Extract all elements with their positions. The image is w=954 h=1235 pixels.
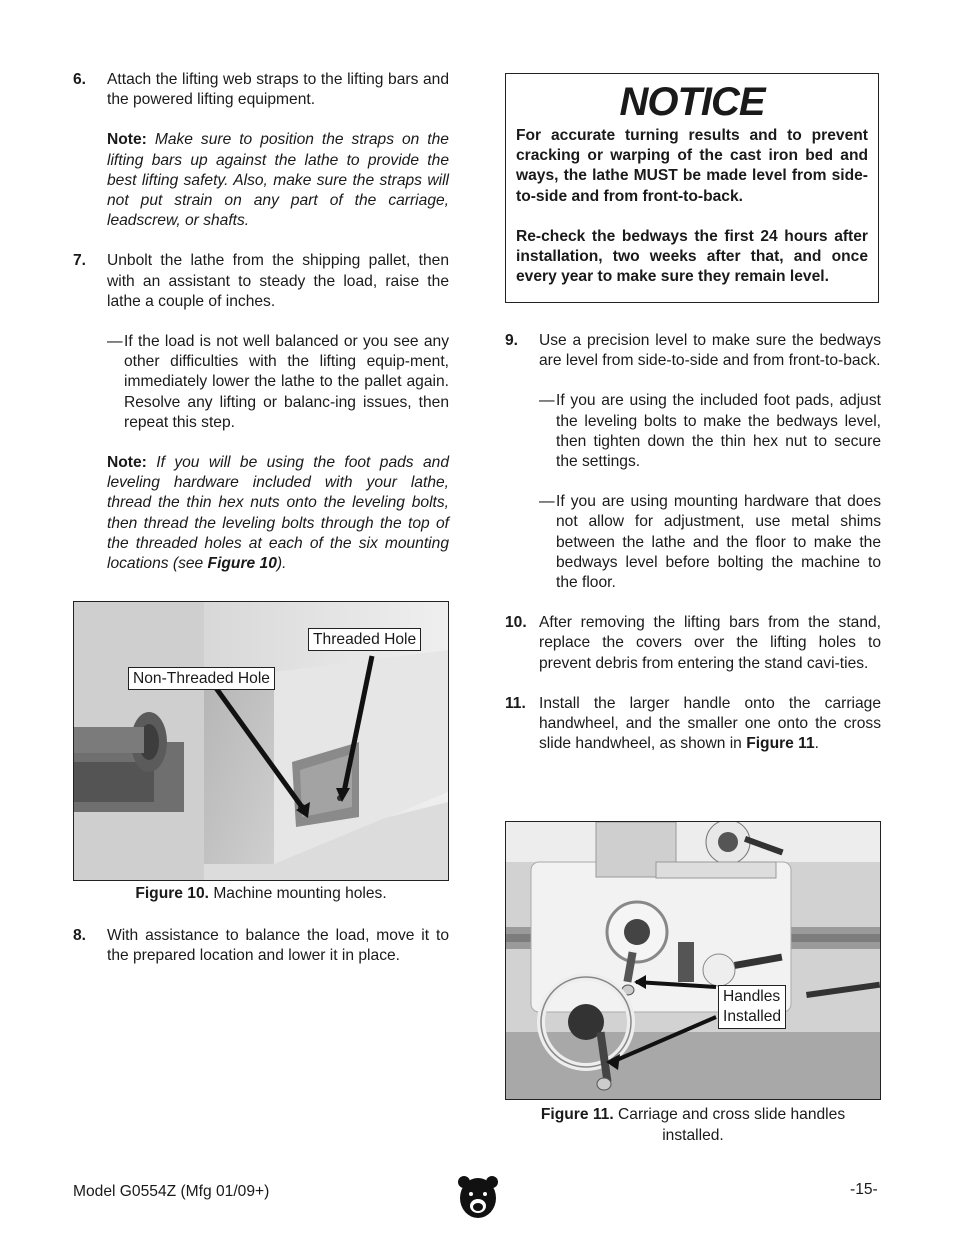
step-10 bbox=[505, 613, 881, 674]
step-text: Install the larger handle onto the carriage handwheel, and the smaller one onto the cross slide handwheel, as shown in bbox=[539, 694, 881, 753]
step-text: After removing the lifting bars from the stand, replace the covers over the lifting holes to prevent debris from entering the stand cavi-ties. bbox=[539, 614, 881, 672]
footer-model: Model G0554Z (Mfg 01/09+) bbox=[73, 1183, 270, 1200]
step-number: 8. bbox=[73, 927, 87, 944]
figure-11-photo bbox=[505, 821, 881, 1100]
page-number: -15- bbox=[850, 1181, 878, 1198]
step-11 bbox=[505, 694, 881, 755]
bear-logo-icon bbox=[458, 1174, 498, 1226]
note-label: Note: bbox=[107, 131, 147, 149]
dash-text: If the load is not well balanced or you see any other difficulties with the lifting equip-ment, immediately lower the lathe to the pallet again. Resolve any lifting or balanc-ing issues, then repeat this step. bbox=[124, 333, 449, 431]
note-text-end: ). bbox=[276, 555, 287, 573]
callout-non-threaded-hole: Non-Threaded Hole bbox=[128, 667, 275, 690]
step-text: Unbolt the lathe from the shipping pallet, then with an assistant to steady the load, raise the lathe a couple of inches. bbox=[107, 252, 449, 310]
caption-text-line-2: installed. bbox=[662, 1127, 724, 1144]
step-text: Use a precision level to make sure the bedways are level from side-to-side and from front-to-back. bbox=[539, 332, 881, 370]
step-number: 9. bbox=[505, 332, 519, 349]
left-column-bottom bbox=[73, 926, 449, 966]
note-text: If you will be using the foot pads and leveling hardware included with your lathe, thread the thin hex nuts onto the leveling bolts, then thread the leveling bolts through the top of the threaded holes at each of the six mounting locations (see bbox=[107, 454, 450, 573]
note-1 bbox=[73, 130, 449, 231]
step-number: 10. bbox=[505, 614, 527, 632]
callout-threaded-hole: Threaded Hole bbox=[308, 628, 421, 651]
step-6 bbox=[73, 70, 449, 110]
note-2 bbox=[73, 453, 449, 574]
notice-paragraph-1: For accurate turning results and to prevent cracking or warping of the cast iron bed and ways, the lathe MUST be made level from side-to-side and from front-to-back. bbox=[516, 127, 868, 205]
caption-label: Figure 10. bbox=[135, 885, 209, 902]
lathe-carriage-illustration bbox=[506, 822, 880, 1099]
step-text-end: . bbox=[814, 735, 819, 753]
step-7 bbox=[73, 251, 449, 312]
dash-text: If you are using the included foot pads, adjust the leveling bolts to make the bedways level, then tighten down the thin hex nut to secure the settings. bbox=[556, 392, 881, 471]
left-column bbox=[73, 70, 449, 574]
step-text: With assistance to balance the load, move it to the prepared location and lower it in place. bbox=[107, 927, 449, 965]
notice-title: NOTICE bbox=[619, 80, 765, 124]
step-text: Attach the lifting web straps to the lifting bars and the powered lifting equipment. bbox=[107, 71, 449, 109]
callout-line-2: Installed bbox=[723, 1008, 782, 1025]
figure-ref: Figure 11 bbox=[746, 735, 815, 753]
dash: — bbox=[539, 493, 555, 511]
step-number: 6. bbox=[73, 71, 87, 88]
dash-text: If you are using mounting hardware that does not allow for adjustment, use metal shims between the lathe and the floor to make the bedways level before bolting the machine to the floor. bbox=[556, 493, 881, 592]
dash: — bbox=[539, 392, 555, 410]
note-text: Make sure to position the straps on the lifting bars up against the lathe to provide the best lifting safety. Also, make sure the straps will not put strain on any part of the carriage, leadscrew, or shafts. bbox=[107, 131, 449, 230]
figure-11-caption bbox=[505, 1104, 881, 1146]
right-column bbox=[505, 331, 881, 754]
figure-10-caption bbox=[73, 884, 449, 904]
step-7-sub bbox=[73, 332, 449, 433]
note-label: Note: bbox=[107, 454, 147, 472]
callout-line-1: Handles bbox=[723, 988, 781, 1005]
notice-box bbox=[505, 73, 879, 303]
step-9 bbox=[505, 331, 881, 371]
figure-ref: Figure 10 bbox=[207, 555, 277, 573]
callout-handles-installed bbox=[718, 985, 786, 1029]
dash: — bbox=[107, 333, 123, 351]
caption-text: Machine mounting holes. bbox=[208, 885, 387, 902]
step-number: 11. bbox=[505, 694, 526, 712]
caption-text: Carriage and cross slide handles bbox=[613, 1106, 846, 1123]
step-9-sub-a bbox=[505, 391, 881, 472]
caption-label: Figure 11. bbox=[540, 1106, 614, 1123]
step-8 bbox=[73, 926, 449, 966]
notice-paragraph-2: Re-check the bedways the first 24 hours after installation, two weeks after that, and once every year to make sure they remain level. bbox=[516, 227, 868, 286]
step-number: 7. bbox=[73, 252, 87, 270]
step-9-sub-b bbox=[505, 492, 881, 593]
